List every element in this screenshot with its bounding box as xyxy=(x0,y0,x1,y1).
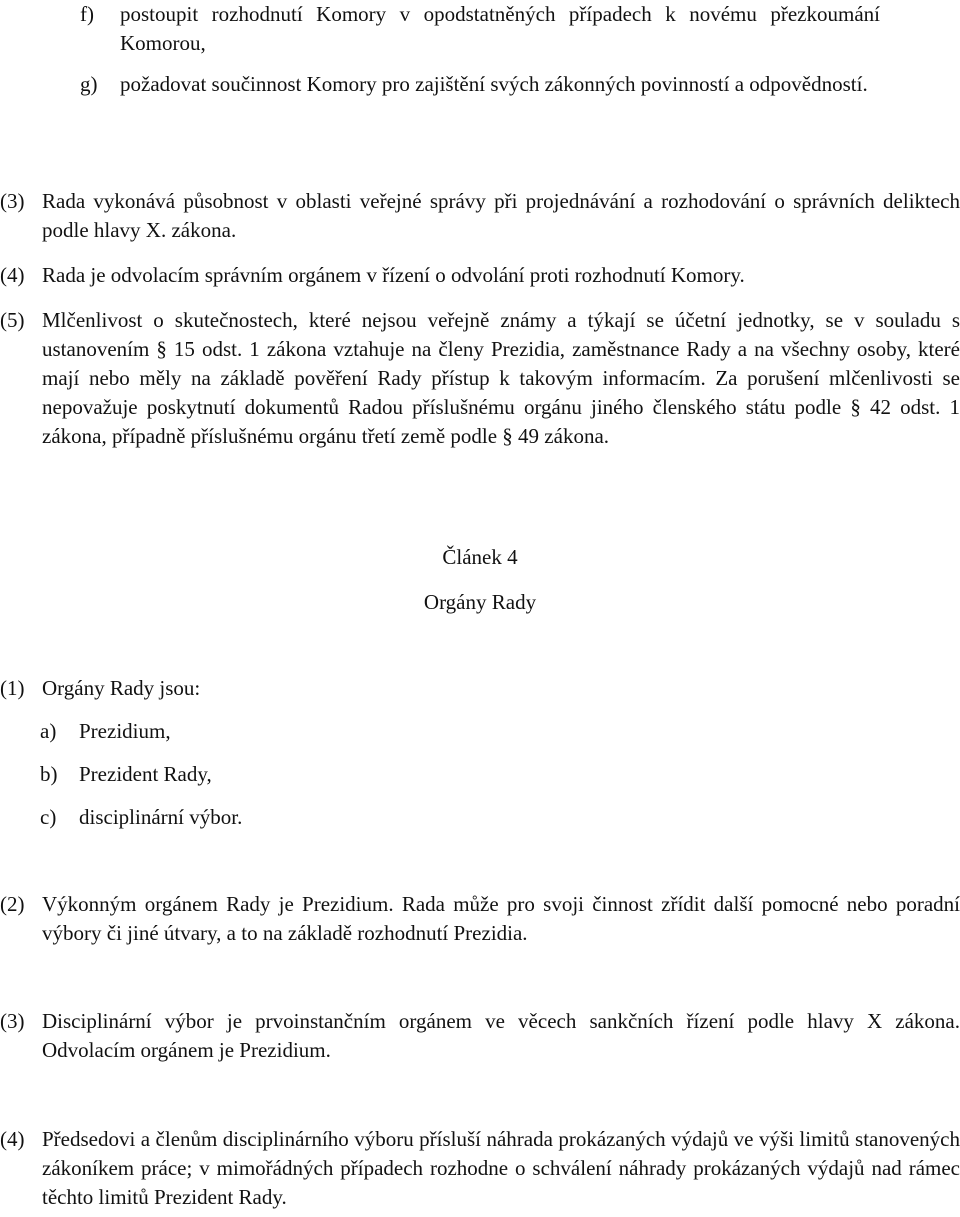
paragraph-marker: (2) xyxy=(0,892,25,916)
paragraph-3-bottom xyxy=(0,1007,960,1065)
paragraph-marker: (3) xyxy=(0,189,25,213)
paragraph-1-organs xyxy=(0,674,600,703)
paragraph-text: Disciplinární výbor je prvoinstančním orgánem ve věcech sankčních řízení podle hlavy X zákona. Odvolacím orgánem je Prezidium. xyxy=(42,1009,960,1062)
paragraph-3-top xyxy=(0,187,960,245)
paragraph-marker: (4) xyxy=(0,263,25,287)
paragraph-marker: (1) xyxy=(0,676,25,700)
paragraph-marker: (3) xyxy=(0,1009,25,1033)
article-number: Článek 4 xyxy=(442,545,518,569)
list-item-f xyxy=(80,0,880,58)
list-item-text: Prezidium, xyxy=(79,719,171,743)
list-marker: c) xyxy=(40,805,57,829)
paragraph-text: Rada je odvolacím správním orgánem v řízení o odvolání proti rozhodnutí Komory. xyxy=(42,263,745,287)
paragraph-text: Orgány Rady jsou: xyxy=(42,676,201,700)
list-item-text: Prezident Rady, xyxy=(79,762,212,786)
paragraph-4-bottom xyxy=(0,1125,960,1212)
list-marker: a) xyxy=(40,719,57,743)
paragraph-4-top xyxy=(0,261,960,290)
organ-item-a xyxy=(40,717,171,746)
organ-item-b xyxy=(40,760,212,789)
paragraph-2-bottom xyxy=(0,890,960,948)
list-item-text: disciplinární výbor. xyxy=(79,805,243,829)
list-item-g xyxy=(80,70,880,99)
list-marker: g) xyxy=(80,72,98,96)
paragraph-text: Výkonným orgánem Rady je Prezidium. Rada může pro svoji činnost zřídit další pomocné nebo poradní výbory či jiné útvary, a to na základě rozhodnutí Prezidia. xyxy=(42,892,960,945)
organ-item-c xyxy=(40,803,242,832)
article-title: Orgány Rady xyxy=(423,590,537,614)
list-marker: f) xyxy=(80,2,94,26)
list-item-text: požadovat součinnost Komory pro zajištění svých zákonných povinností a odpovědností. xyxy=(120,72,868,96)
list-item-text: postoupit rozhodnutí Komory v opodstatněných případech k novému přezkoumání Komorou, xyxy=(120,2,880,55)
paragraph-text: Mlčenlivost o skutečnostech, které nejsou veřejně známy a týkají se účetní jednotky, se v souladu s ustanovením § 15 odst. 1 zákona vztahuje na členy Prezidia, zaměstnance Rady a na všechny osoby, které mají nebo měly na základě pověření Rady přístup k takovým informacím. Za porušení mlčenlivosti se nepovažuje poskytnutí dokumentů Radou příslušnému orgánu jiného členského státu podle § 42 odst. 1 zákona, případně příslušnému orgánu třetí země podle § 49 zákona. xyxy=(42,308,960,448)
paragraph-marker: (4) xyxy=(0,1127,25,1151)
paragraph-marker: (5) xyxy=(0,308,25,332)
list-marker: b) xyxy=(40,762,58,786)
paragraph-text: Rada vykonává působnost v oblasti veřejné správy při projednávání a rozhodování o správních deliktech podle hlavy X. zákona. xyxy=(42,189,960,242)
paragraph-5-top xyxy=(0,306,960,451)
paragraph-text: Předsedovi a členům disciplinárního výboru přísluší náhrada prokázaných výdajů ve výši limitů stanovených zákoníkem práce; v mimořádných případech rozhodne o schválení náhrady prokázaných výdajů nad rámec těchto limitů Prezident Rady. xyxy=(42,1127,960,1209)
